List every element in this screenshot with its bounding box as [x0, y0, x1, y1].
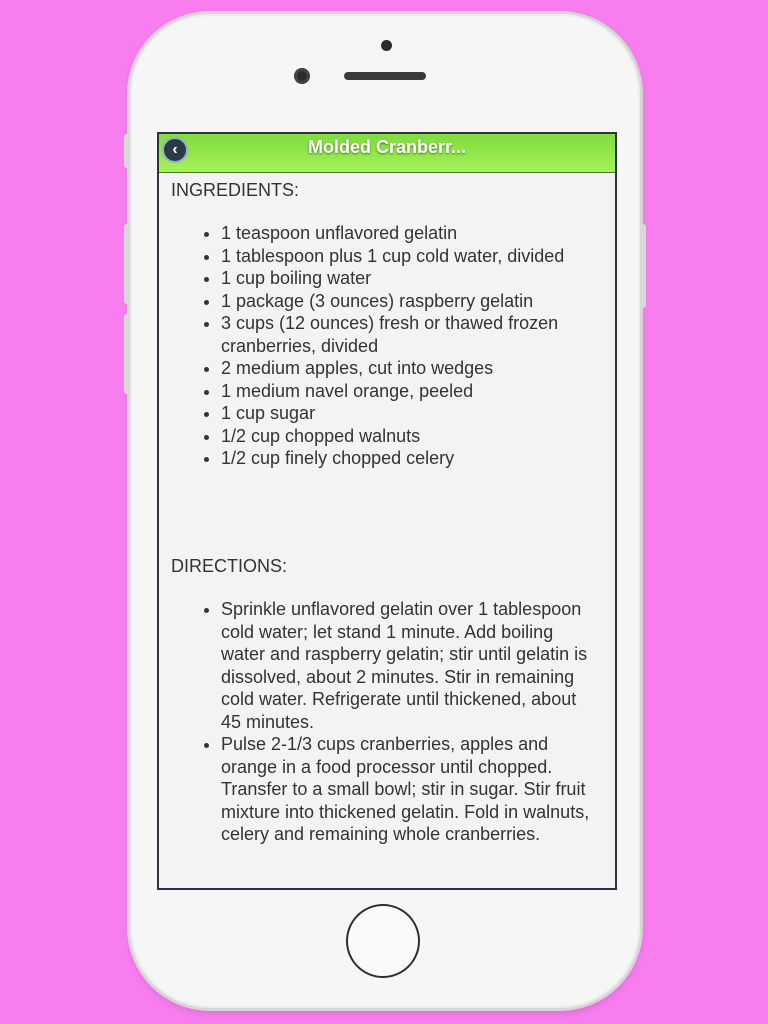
ingredients-heading: INGREDIENTS:	[171, 180, 300, 200]
power-button	[640, 224, 646, 308]
list-item: • 1 cup boiling water	[221, 267, 597, 290]
list-item: • 2 medium apples, cut into wedges	[221, 357, 597, 380]
app-screen	[157, 132, 617, 890]
app-header	[159, 134, 615, 173]
front-camera	[294, 68, 310, 84]
list-item: • Pulse 2-1/3 cups cranberries, apples and orange in a food processor until chopped. Transfer to a small bowl; stir in sugar. Stir fruit mixture into thickened gelatin. Fold in walnuts, celery and remaining whole cranberries.	[221, 733, 597, 846]
list-item: • 1 cup sugar	[221, 402, 597, 425]
volume-down-button	[124, 314, 130, 394]
back-button[interactable]	[162, 137, 188, 163]
mute-switch	[124, 134, 130, 168]
directions-list	[159, 598, 615, 846]
sensor-dot	[381, 40, 392, 51]
directions-heading: DIRECTIONS:	[171, 556, 288, 576]
recipe-content	[159, 173, 615, 888]
volume-up-button	[124, 224, 130, 304]
list-item: • 1/2 cup finely chopped celery	[221, 447, 597, 470]
list-item: • 3 cups (12 ounces) fresh or thawed frozen cranberries, divided	[221, 312, 597, 357]
ingredients-list	[159, 222, 615, 470]
home-button[interactable]	[346, 904, 420, 978]
list-item: • 1 teaspoon unflavored gelatin	[221, 222, 597, 245]
chevron-left-icon: ‹	[172, 141, 178, 158]
list-item: • 1 package (3 ounces) raspberry gelatin	[221, 290, 597, 313]
list-item: • 1 tablespoon plus 1 cup cold water, divided	[221, 245, 597, 268]
page-title: Molded Cranberr...	[307, 137, 467, 157]
earpiece-speaker	[344, 72, 426, 80]
list-item: • 1/2 cup chopped walnuts	[221, 425, 597, 448]
list-item: • Sprinkle unflavored gelatin over 1 tablespoon cold water; let stand 1 minute. Add boiling water and raspberry gelatin; stir until gelatin is dissolved, about 2 minutes. Stir in remaining cold water. Refrigerate until thickened, about 45 minutes.	[221, 598, 597, 733]
list-item: • 1 medium navel orange, peeled	[221, 380, 597, 403]
